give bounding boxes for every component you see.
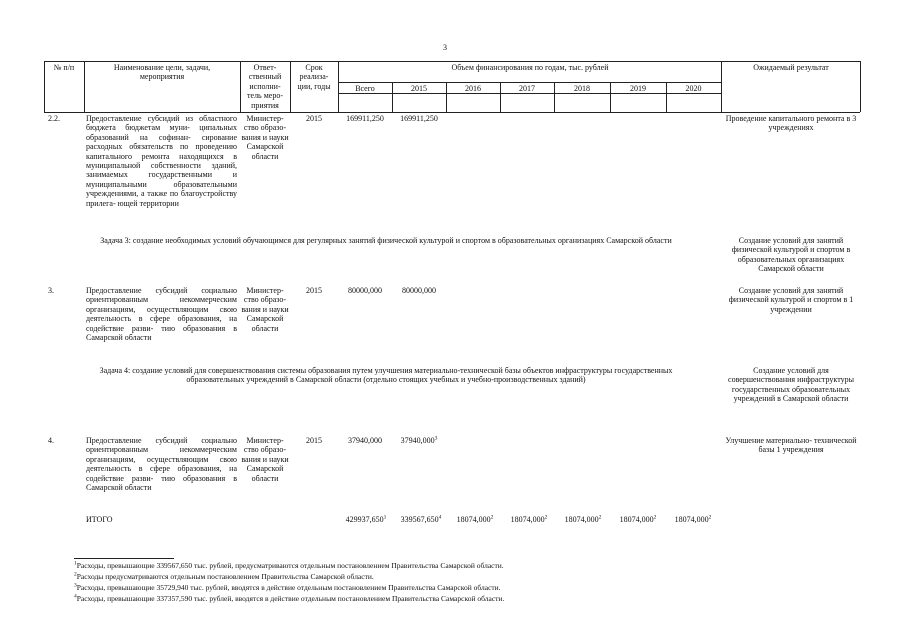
task-4-result: Создание условий для совершенствования инфраструктуры государственных образовательных учреждений в Самарской области: [728, 366, 854, 404]
row-2015: 80000,000: [402, 286, 436, 295]
header-term: Срок реализа- ции, годы: [297, 63, 331, 91]
header-year-2019: 2019: [630, 84, 646, 93]
total-label: ИТОГО: [86, 515, 113, 524]
header-year-2017: 2017: [519, 84, 535, 93]
header-executor: Ответ- ственный исполни- тель меро- приятия: [247, 63, 283, 110]
total-all: 429937,650$^1$: [345, 514, 387, 524]
header-year-2020: 2020: [685, 84, 702, 93]
row-term: 2015: [306, 114, 322, 123]
total-2017: 18074,000$^2$: [510, 514, 548, 524]
task-3-text: Задача 3: создание необходимых условий обучающимся для регулярных занятий физической культурой и спортом в образовательных организациях Самарской области: [100, 236, 672, 245]
row-term: 2015: [306, 436, 322, 445]
header-total: Всего: [355, 84, 375, 93]
row-executor: Министер- ство образо- вания и науки Самарской области: [241, 286, 289, 333]
task-4-text: Задача 4: создание условий для совершенствования системы образования путем улучшения материально-технической базы объектов инфраструктуры государственных образовательных учреждений в Самарской области (отдельно стоящих учебных и учебно-производственных зданий): [99, 366, 673, 385]
page-number: 3: [443, 43, 447, 52]
row-result: Улучшение материально- технической базы 1 учреждения: [725, 436, 857, 455]
row-2015: 37940,000$^3$: [400, 435, 438, 445]
footnote-separator: [74, 558, 174, 559]
row-result: Создание условий для занятий физической культурой и спортом в 1 учреждении: [728, 286, 854, 314]
header-result: Ожидаемый результат: [753, 63, 829, 72]
total-2018: 18074,000$^2$: [564, 514, 602, 524]
row-num: 3.: [48, 286, 54, 295]
total-2020: 18074,000$^2$: [674, 514, 712, 524]
footnote: $^4$Расходы, превышающие 337357,590 тыс. рублей, вводятся в действие отдельным постановлением Правительства Самарской области.: [74, 593, 505, 603]
total-2019: 18074,000$^2$: [619, 514, 657, 524]
header-year-2015: 2015: [411, 84, 427, 93]
task-3-result: Создание условий для занятий физической культурой и спортом в образовательных организациях Самарской области: [731, 236, 851, 274]
row-total: 37940,000: [348, 436, 382, 445]
footnote: $^1$Расходы, превышающие 339567,650 тыс. рублей, предусматриваются отдельным постановлением Правительства Самарской области.: [74, 560, 504, 570]
row-name: Предоставление субсидий из областного бюджета бюджетам муни- ципальных образований на софинан- сирование расходных обязательств по проведению капитального ремонта находящихся в муниципальной собственности зданий, занимаемых государственными и муниципальными образовательными учреждениями, а также по благоустройству прилега- ющей территории: [86, 114, 237, 208]
row-term: 2015: [306, 286, 322, 295]
header-year-2016: 2016: [465, 84, 481, 93]
header-name: Наименование цели, задачи, мероприятия: [113, 63, 211, 82]
row-num: 2.2.: [48, 114, 60, 123]
header-num: № п/п: [53, 63, 75, 72]
row-total: 80000,000: [348, 286, 382, 295]
footnote-ref: 3: [434, 435, 438, 442]
row-total: 169911,250: [346, 114, 384, 123]
total-2016: 18074,000$^2$: [456, 514, 494, 524]
row-executor: Министер- ство образо- вания и науки Самарской области: [241, 114, 289, 161]
row-name: Предоставление субсидий социально ориентированным некоммерческим организациям, осуществляющим свою деятельность в сфере образования, на содействие разви- тию образования в Самарской области: [86, 436, 237, 493]
total-2015: 339567,650$^4$: [400, 514, 442, 524]
header-year-2018: 2018: [574, 84, 590, 93]
row-name: Предоставление субсидий социально ориентированным некоммерческим организациям, осуществляющим свою деятельность в сфере образования, на содействие разви- тию образования в Самарской области: [86, 286, 237, 343]
row-executor: Министер- ство образо- вания и науки Самарской области: [241, 436, 289, 483]
row-result: Проведение капитального ремонта в 3 учреждениях: [725, 114, 857, 133]
header-financing: Объем финансирования по годам, тыс. рублей: [451, 63, 609, 72]
row-num: 4.: [48, 436, 54, 445]
footnote: $^3$Расходы, превышающие 35729,940 тыс. рублей, вводятся в действие отдельным постановлением Правительства Самарской области.: [74, 582, 501, 592]
row-2015: 169911,250: [400, 114, 438, 123]
footnote: $^2$Расходы предусматриваются отдельным постановлением Правительства Самарской области.: [74, 571, 374, 581]
